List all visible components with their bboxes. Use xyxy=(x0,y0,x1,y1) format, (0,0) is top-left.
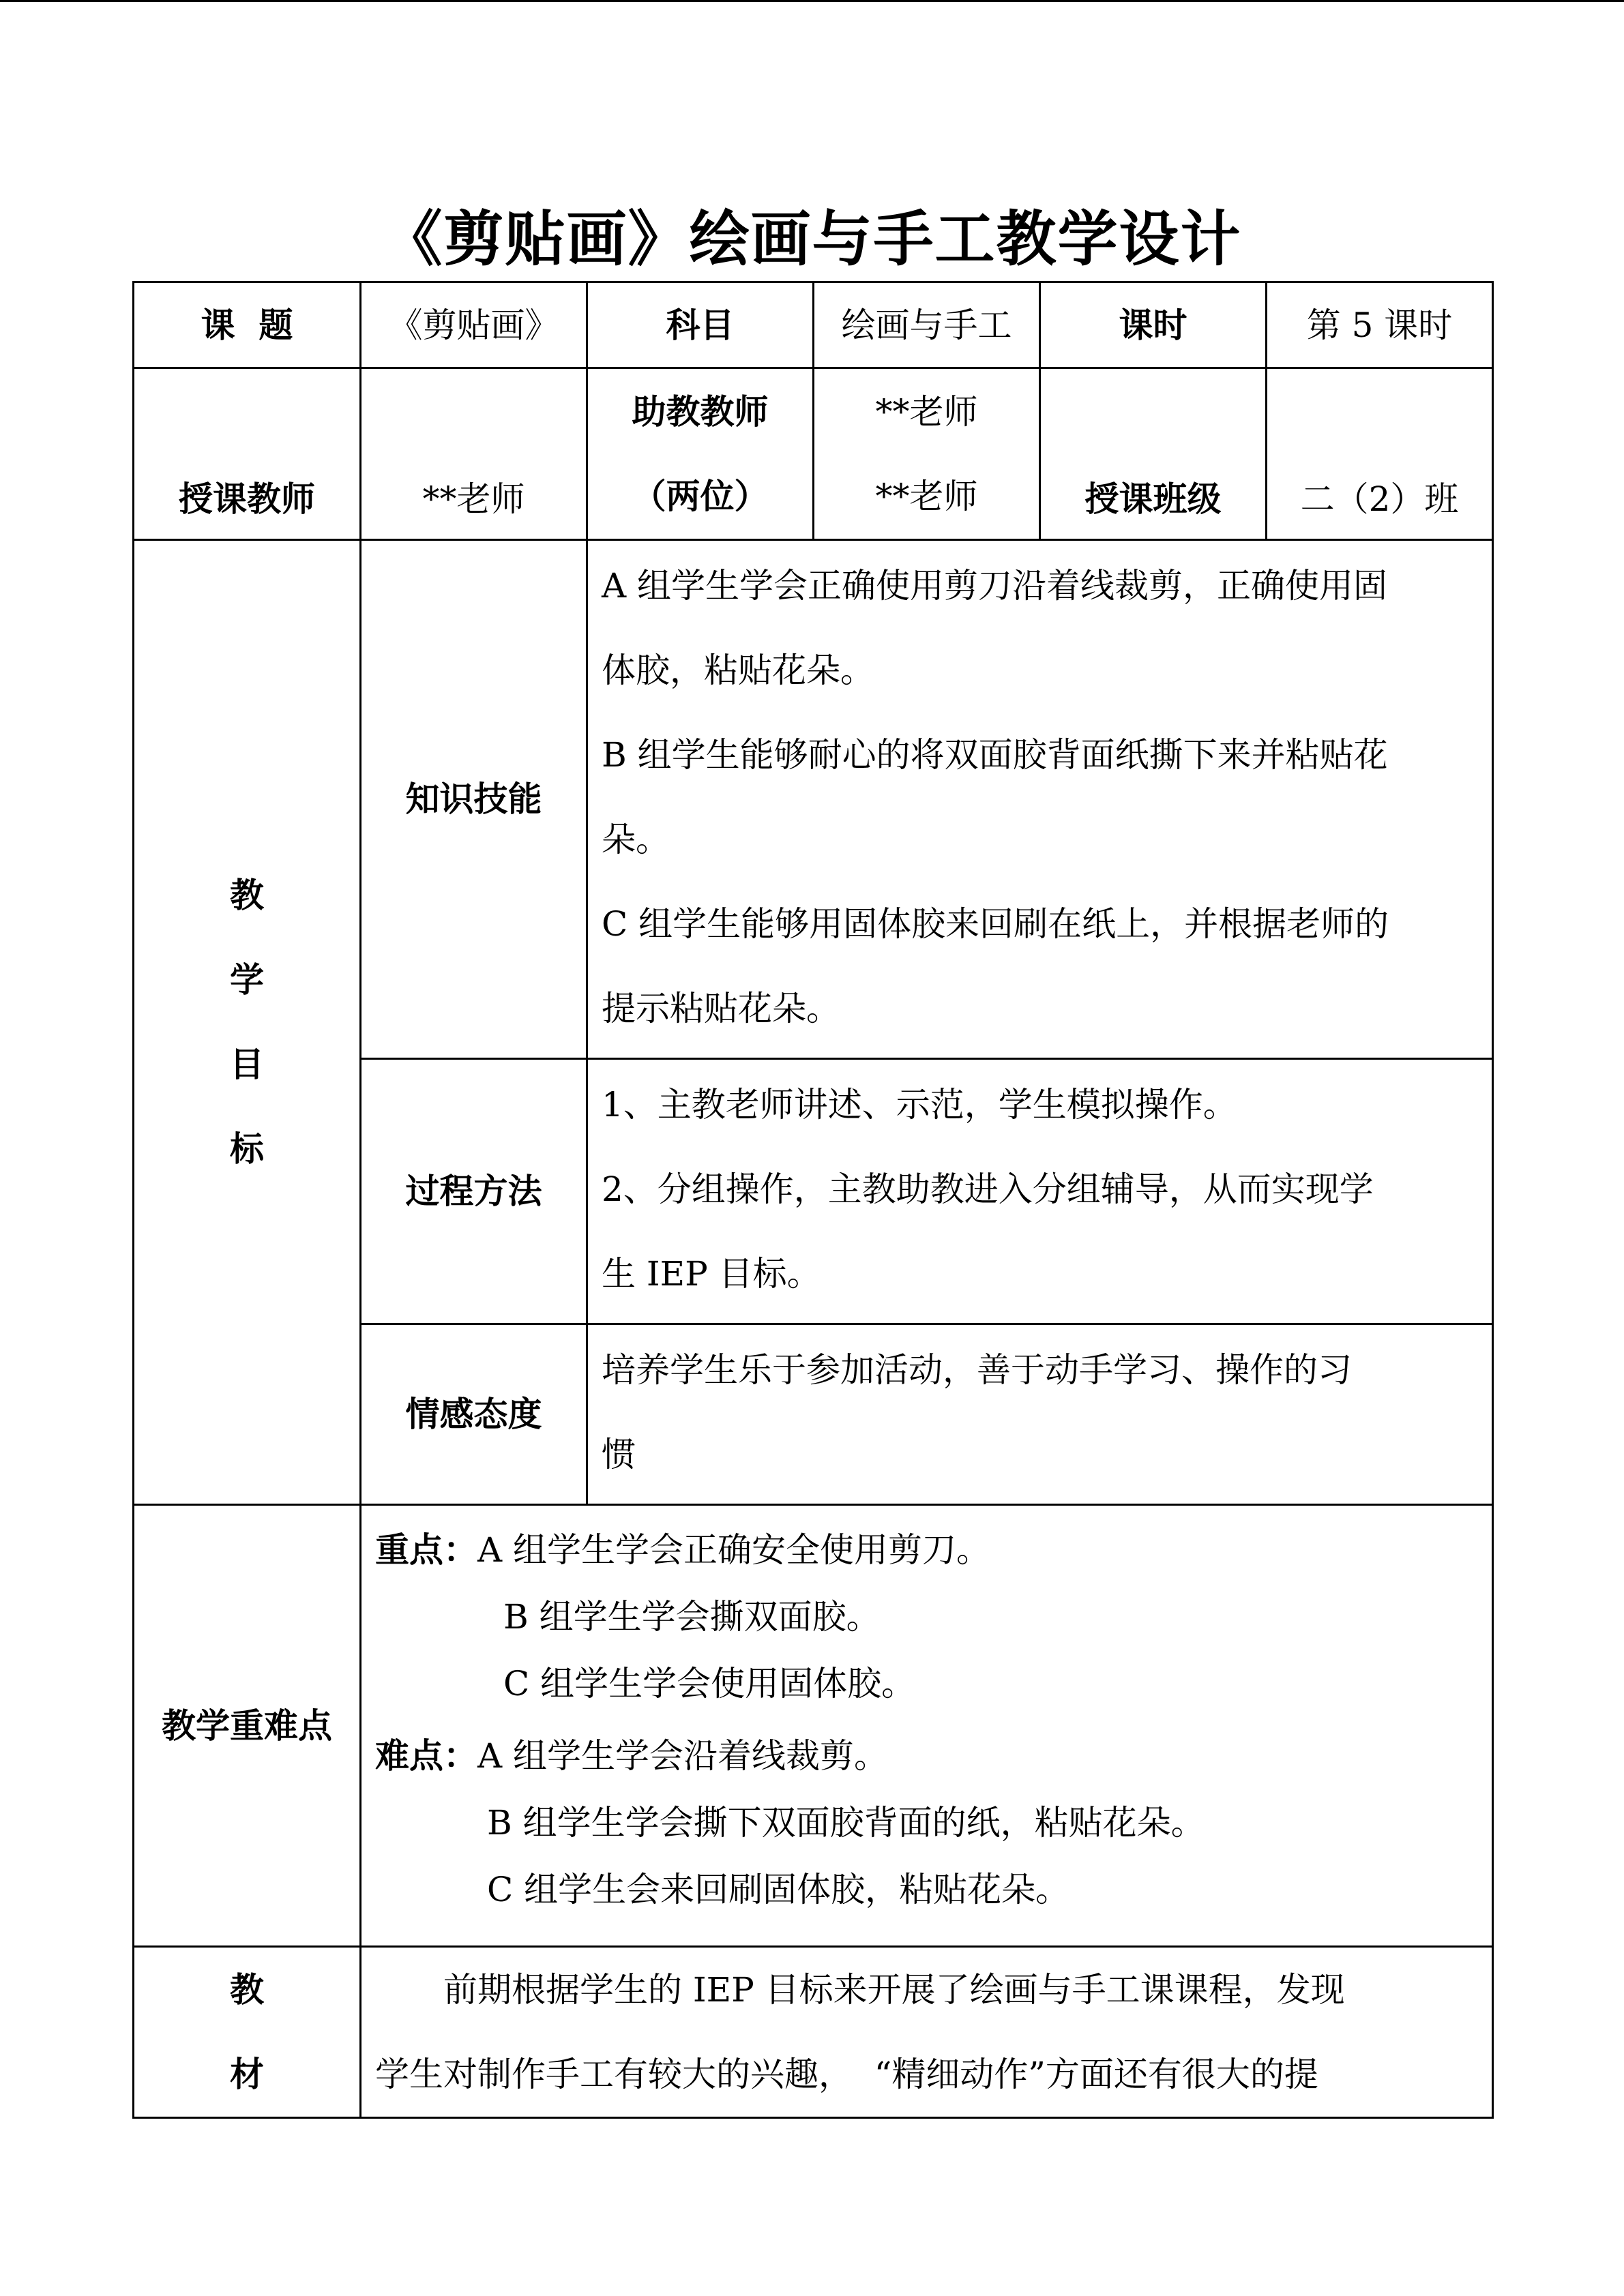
page-title: 《剪贴画》绘画与手工教学设计 xyxy=(382,203,1242,274)
knowledge-line: B 组学生能够耐心的将双面胶背面纸撕下来并粘贴花 xyxy=(602,735,1388,775)
process-line: 2、分组操作，主教助教进入分组辅导，从而实现学 xyxy=(602,1169,1374,1209)
period-label: 课时 xyxy=(1040,282,1267,368)
materials-label xyxy=(134,1947,361,2118)
focus-item: C 组学生学会使用固体胶。 xyxy=(503,1664,916,1703)
attitude-label: 情感态度 xyxy=(361,1324,587,1505)
table-row-knowledge xyxy=(134,540,1493,1059)
period-value: 第 5 课时 xyxy=(1267,282,1493,368)
keypoints-content xyxy=(361,1505,1493,1947)
objectives-label xyxy=(134,540,361,1505)
attitude-content xyxy=(587,1324,1493,1505)
difficulty-item: B 组学生学会撕下双面胶背面的纸，粘贴花朵。 xyxy=(487,1803,1205,1843)
page-top-rule xyxy=(0,0,1624,2)
materials-content xyxy=(361,1947,1493,2118)
teacher-label: 授课教师 xyxy=(134,368,361,540)
attitude-line: 培养学生乐于参加活动，善于动手学习、操作的习 xyxy=(602,1350,1352,1390)
knowledge-line: A 组学生学会正确使用剪刀沿着线裁剪，正确使用固 xyxy=(602,566,1388,606)
assistant-label-line-2: （两位） xyxy=(632,475,769,516)
difficulty-label: 难点： xyxy=(375,1735,477,1776)
class-label: 授课班级 xyxy=(1040,368,1267,540)
focus-label: 重点： xyxy=(375,1530,477,1570)
focus-item: B 组学生学会撕双面胶。 xyxy=(503,1597,881,1637)
assistant-value-2: **老师 xyxy=(875,476,978,516)
attitude-line: 惯 xyxy=(602,1435,636,1474)
table-row-basic-info xyxy=(134,282,1493,368)
objectives-label-char: 学 xyxy=(230,959,264,1000)
topic-value: 《剪贴画》 xyxy=(361,282,587,368)
subject-value: 绘画与手工 xyxy=(814,282,1040,368)
assistant-label xyxy=(587,368,814,540)
subject-label: 科目 xyxy=(587,282,814,368)
assistant-values xyxy=(814,368,1040,540)
knowledge-line: 提示粘贴花朵。 xyxy=(602,989,840,1028)
process-content xyxy=(587,1059,1493,1324)
table-row-keypoints xyxy=(134,1505,1493,1947)
objectives-label-char: 教 xyxy=(230,875,264,915)
knowledge-label: 知识技能 xyxy=(361,540,587,1059)
class-value: 二（2）班 xyxy=(1267,368,1493,540)
knowledge-line: 体胶，粘贴花朵。 xyxy=(602,651,874,690)
topic-label: 课 题 xyxy=(134,282,361,368)
assistant-label-line-1: 助教教师 xyxy=(632,391,769,432)
materials-line: 前期根据学生的 IEP 目标来开展了绘画与手工课课程，发现 xyxy=(443,1970,1345,2010)
knowledge-content xyxy=(587,540,1493,1059)
knowledge-line: 朵。 xyxy=(602,820,670,859)
difficulty-item: A 组学生学会沿着线裁剪。 xyxy=(477,1736,889,1776)
materials-label-char: 教 xyxy=(230,1969,264,2010)
process-label: 过程方法 xyxy=(361,1059,587,1324)
objectives-label-char: 目 xyxy=(230,1044,264,1084)
difficulty-item: C 组学生会来回刷固体胶，粘贴花朵。 xyxy=(487,1870,1070,1909)
process-line: 1、主教老师讲述、示范，学生模拟操作。 xyxy=(602,1085,1237,1124)
objectives-label-char: 标 xyxy=(230,1129,264,1169)
table-row-materials xyxy=(134,1947,1493,2118)
lesson-plan-table xyxy=(132,281,1494,2119)
process-line: 生 IEP 目标。 xyxy=(602,1254,821,1294)
assistant-value-1: **老师 xyxy=(875,391,978,432)
materials-label-char: 材 xyxy=(230,2054,264,2094)
knowledge-line: C 组学生能够用固体胶来回刷在纸上，并根据老师的 xyxy=(602,904,1389,944)
materials-line: 学生对制作手工有较大的兴趣， “精细动作”方面还有很大的提 xyxy=(375,2055,1318,2094)
teacher-value: **老师 xyxy=(361,368,587,540)
table-row-teachers xyxy=(134,368,1493,540)
focus-item: A 组学生学会正确安全使用剪刀。 xyxy=(477,1530,991,1570)
keypoints-label: 教学重难点 xyxy=(134,1505,361,1947)
focus-line-1 xyxy=(375,1517,1478,1583)
difficulty-line-1 xyxy=(375,1723,1478,1789)
